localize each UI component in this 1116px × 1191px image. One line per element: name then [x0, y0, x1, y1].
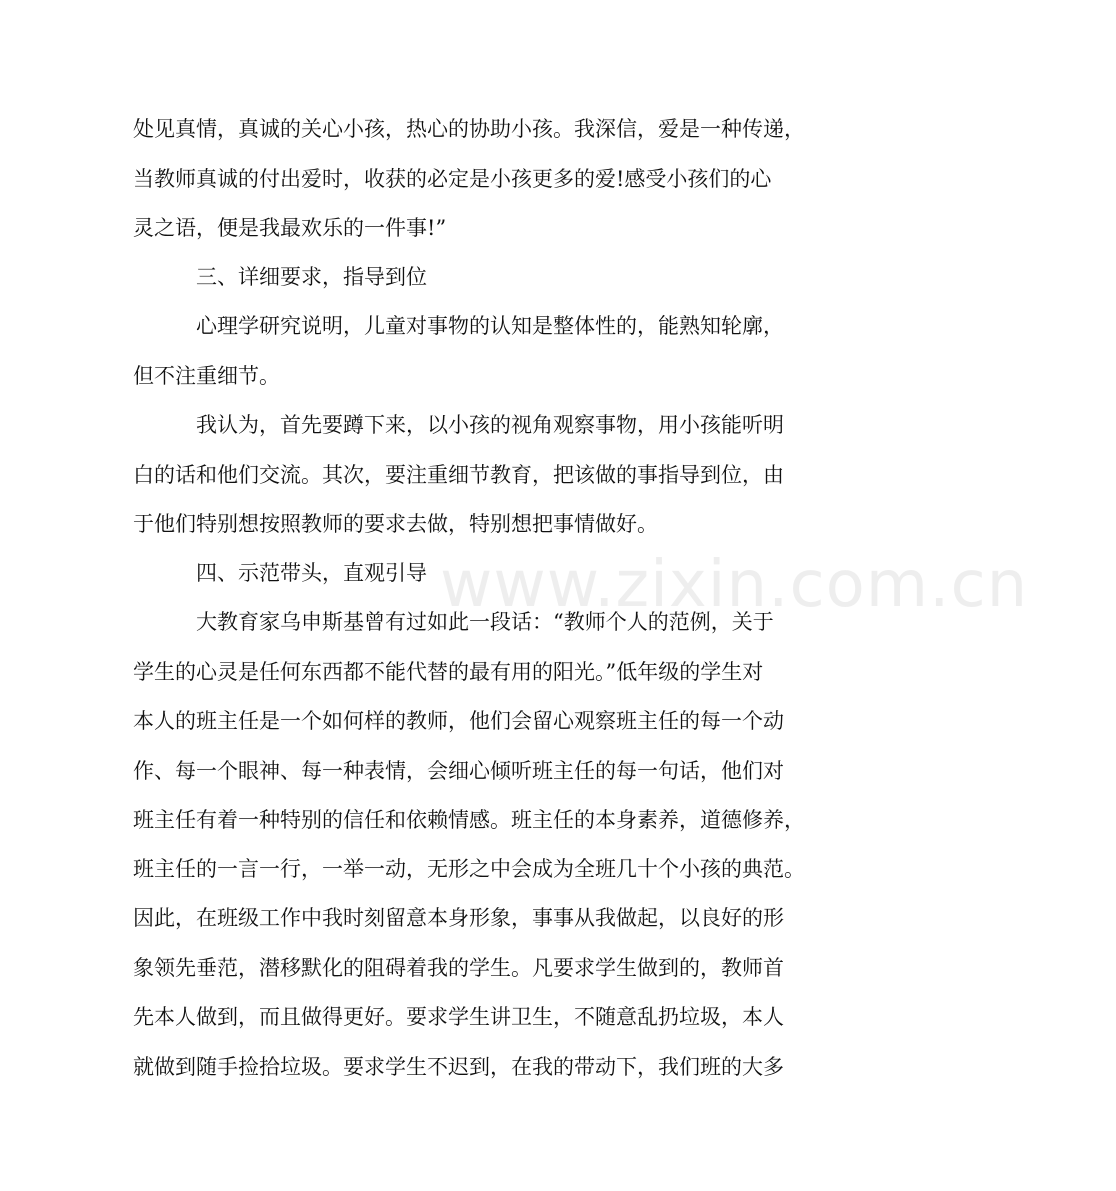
text-line: 大教育家乌申斯基曾有过如此一段话：“教师个人的范例，关于 — [196, 610, 774, 634]
text-line: 处见真情，真诚的关心小孩，热心的协助小孩。我深信，爱是一种传递， — [133, 117, 805, 141]
text-line: 班主任的一言一行，一举一动，无形之中会成为全班几十个小孩的典范。 — [133, 857, 805, 881]
text-line: 先本人做到，而且做得更好。要求学生讲卫生，不随意乱扔垃圾，本人 — [133, 1005, 784, 1029]
text-line: 但不注重细节。 — [133, 364, 280, 388]
text-line: 白的话和他们交流。其次，要注重细节教育，把该做的事指导到位，由 — [133, 463, 784, 487]
text-line: 象领先垂范，潜移默化的阻碍着我的学生。凡要求学生做到的，教师首 — [133, 956, 784, 980]
text-line: 我认为，首先要蹲下来，以小孩的视角观察事物，用小孩能听明 — [196, 413, 784, 437]
watermark: www.zixin.com.cn — [440, 548, 1029, 622]
text-line: 就做到随手捡拾垃圾。要求学生不迟到，在我的带动下，我们班的大多 — [133, 1055, 784, 1079]
text-line: 班主任有着一种特别的信任和依赖情感。班主任的本身素养，道德修养， — [133, 808, 805, 832]
text-line: 学生的心灵是任何东西都不能代替的最有用的阳光。”低年级的学生对 — [133, 660, 764, 684]
text-line: 本人的班主任是一个如何样的教师，他们会留心观察班主任的每一个动 — [133, 709, 784, 733]
section-heading: 三、详细要求，指导到位 — [196, 265, 427, 289]
section-heading: 四、示范带头，直观引导 — [196, 561, 427, 585]
text-line: 于他们特别想按照教师的要求去做，特别想把事情做好。 — [133, 512, 658, 536]
text-line: 因此，在班级工作中我时刻留意本身形象，事事从我做起，以良好的形 — [133, 906, 784, 930]
text-line: 当教师真诚的付出爱时，收获的必定是小孩更多的爱!感受小孩们的心 — [133, 167, 772, 191]
text-line: 心理学研究说明，儿童对事物的认知是整体性的，能熟知轮廓， — [196, 314, 784, 338]
text-line: 灵之语，便是我最欢乐的一件事!” — [133, 216, 447, 240]
text-line: 作、每一个眼神、每一种表情，会细心倾听班主任的每一句话，他们对 — [133, 759, 784, 783]
